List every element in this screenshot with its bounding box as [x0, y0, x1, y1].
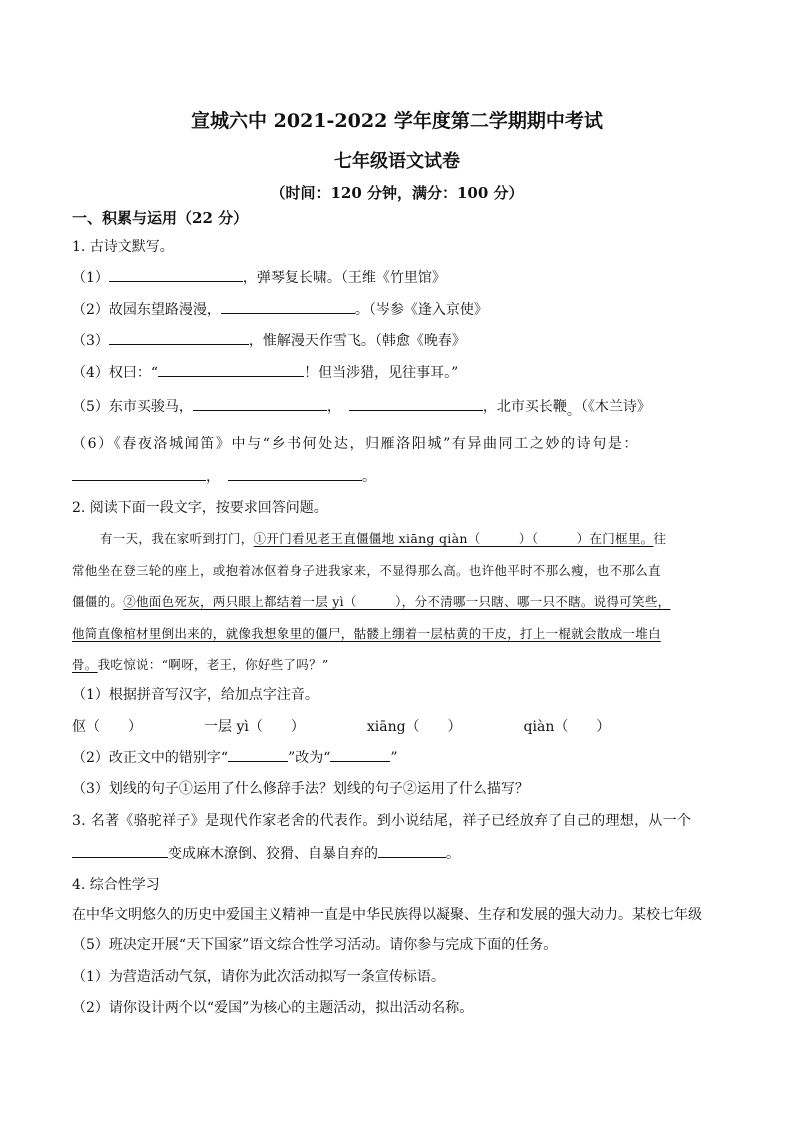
- q3-l2-post: 。: [446, 846, 460, 862]
- q1-l5-pre: （5）东市买骏马，: [72, 399, 193, 415]
- answer-blank[interactable]: [330, 747, 390, 762]
- underlined-sentence-2: ②他面色死灰，两只眼上都结着一层 yì（ ），分不清哪一只瞎、哪一只不瞎。说得可笑些，: [123, 594, 671, 609]
- q1-line-3: [72, 330, 466, 350]
- q2-s2-pre: （2）改正文中的错别字“: [72, 750, 229, 766]
- q1-line-2: [72, 299, 488, 319]
- answer-blank[interactable]: [158, 362, 304, 377]
- q1-l2-post: 。（岑参《逢入京使》: [354, 302, 488, 318]
- q2-sub-1: （1）根据拼音写汉字，给加点字注音。: [72, 687, 319, 703]
- answer-blank[interactable]: [221, 299, 355, 314]
- answer-blank[interactable]: [72, 466, 206, 481]
- q2-sub-3: （3）划线的句子①运用了什么修辞手法？划线的句子②运用了什么描写？: [72, 781, 529, 797]
- q2-s2-mid: ”改为“: [288, 750, 331, 766]
- exam-meta: （时间：120 分钟，满分：100 分）: [270, 184, 524, 202]
- q2-passage-line-2: 常他坐在登三轮的座上，或抱着冰伛着身子进我家来，不显得那么高。也许他平时不那么瘦，也不那么直: [72, 563, 661, 578]
- q1-line-5: [72, 396, 651, 419]
- underlined-sentence-2-end: 骨。: [72, 657, 98, 672]
- q4-sub-2: （2）请你设计两个以“爱国”为核心的主题活动，拟出活动名称。: [72, 1000, 474, 1016]
- q1-l7-mid: ，: [206, 469, 220, 485]
- q1-l1-post: ，弹琴复长啸。（王维《竹里馆》: [242, 270, 446, 286]
- q1-l5-post: ，北市买长鞭: [482, 399, 567, 415]
- q4-paragraph-2: （5）班决定开展“天下国家”语文综合性学习活动。请你参与完成下面的任务。: [72, 937, 558, 953]
- q3-l2-mid: 变成麻木潦倒、狡猾、自暴自弃的: [168, 846, 378, 862]
- q1-line-4: [72, 362, 458, 382]
- q1-l4-pre: （4）权曰：“: [72, 365, 159, 381]
- answer-blank[interactable]: [228, 466, 362, 481]
- passage-text: 僵僵的。: [72, 594, 124, 609]
- q1-l7-post: 。: [362, 469, 376, 485]
- passage-text: 我吃惊说：“啊呀，老王，你好些了吗？”: [97, 657, 329, 672]
- q1-l4-post: ！但当涉猎，见往事耳。”: [304, 365, 459, 381]
- q2-passage-line-1: [100, 529, 666, 547]
- exam-title: 宣城六中 2021-2022 学年度第二学期期中考试: [191, 110, 603, 132]
- q2-passage-line-5: [72, 655, 329, 673]
- q1-l5-mid: ，: [326, 399, 341, 415]
- answer-blank[interactable]: [378, 843, 446, 858]
- q1-l2-pre: （2）故园东望路漫漫，: [72, 302, 221, 318]
- answer-slot[interactable]: 一层 yì（ ）: [204, 719, 305, 735]
- q3-line-1: 3. 名著《骆驼祥子》是现代作家老舍的代表作。到小说结尾，祥子已经放弃了自己的理想，从一个: [72, 813, 692, 829]
- answer-slot[interactable]: qiàn（ ）: [523, 719, 611, 735]
- q2-s2-post: ”: [390, 750, 398, 766]
- passage-text: 往: [653, 531, 667, 546]
- q4-title: 4. 综合性学习: [72, 877, 160, 893]
- section-heading: 一、积累与运用（22 分）: [72, 209, 249, 227]
- answer-blank[interactable]: [349, 396, 483, 411]
- q2-passage-line-4: 他简直像棺材里倒出来的，就像我想象里的僵尸，骷髅上绷着一层枯黄的干皮，打上一棍就会散成一堆白: [72, 626, 661, 641]
- answer-blank[interactable]: [228, 747, 288, 762]
- answer-blank[interactable]: [109, 330, 249, 345]
- q1-l3-pre: （3）: [72, 333, 109, 349]
- q1-line-6: （6）《春夜洛城闻笛》中与“乡书何处达，归雁洛阳城”有异曲同工之妙的诗句是：: [72, 436, 640, 452]
- answer-blank[interactable]: [109, 267, 243, 282]
- q1-l5-dot: 。: [566, 403, 581, 419]
- q2-title: 2. 阅读下面一段文字，按要求回答问题。: [72, 500, 328, 516]
- answer-blank[interactable]: [72, 843, 168, 858]
- q1-line-1: [72, 267, 446, 287]
- q1-title: 1. 古诗文默写。: [72, 239, 174, 255]
- q1-line-7: [72, 466, 376, 486]
- q1-l1-pre: （1）: [72, 270, 109, 286]
- q1-l3-post: ，惟解漫天作雪飞。（韩愈《晚春》: [248, 333, 466, 349]
- q1-l5-src: （《木兰诗》: [580, 399, 651, 415]
- answer-slot[interactable]: xiāng（ ）: [366, 719, 462, 735]
- exam-subtitle: 七年级语文试卷: [334, 151, 460, 172]
- q2-passage-line-3: [72, 592, 671, 610]
- answer-blank[interactable]: [193, 396, 327, 411]
- q2-sub-1-answers: [72, 716, 610, 736]
- underlined-sentence-1: ①开门看见老王直僵僵地 xiāng qiàn（ ）（ ）在门框里。: [253, 531, 654, 546]
- q4-sub-1: （1）为营造活动气氛，请你为此次活动拟写一条宣传标语。: [72, 969, 445, 985]
- passage-text: 有一天，我在家听到打门，: [100, 531, 254, 546]
- q2-sub-2: [72, 747, 398, 767]
- answer-slot[interactable]: 伛（ ）: [72, 719, 142, 735]
- q3-line-2: [72, 843, 460, 863]
- q4-paragraph-1: 在中华文明悠久的历史中爱国主义精神一直是中华民族得以凝聚、生存和发展的强大动力。某校七年级: [72, 907, 702, 923]
